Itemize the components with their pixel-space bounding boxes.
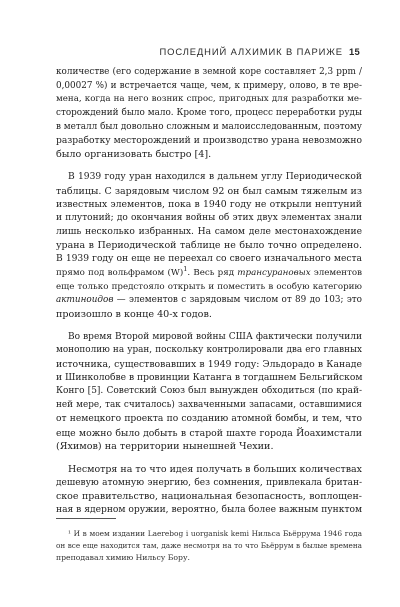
footnote-marker[interactable]: 1 — [183, 264, 188, 273]
paragraph-3 — [56, 331, 362, 454]
text-line: В 1939 году он еще не переехал со своего изначального места — [56, 254, 362, 265]
text-line: и Шинколобве в провинции Катанга в тогдашнем Бельгийском — [56, 372, 363, 383]
text-line: мена, когда на него возник спрос, пригодных для разработки ме- — [56, 94, 362, 105]
text-line: источника, существовавших в 1949 году: Эльдорадо в Канаде — [56, 359, 362, 371]
paragraph-gap — [56, 322, 362, 331]
footnote-line: он все еще находится там, даже несмотря на то что Бьёррум в былые времена — [56, 540, 362, 550]
text-line: дешевую атомную энергию, без сомнения, привлекала британ- — [56, 477, 362, 488]
text-line: Конго [5]. Советский Союз был вынужден обходиться (по край- — [56, 386, 362, 397]
footnote-line: ¹ И в моем издании Laerebog i uorganisk kemi Нильса Бьёррума 1946 года — [68, 529, 362, 538]
text-line: разработку месторождений и производство урана невозможно — [56, 135, 362, 146]
text-line: В 1939 году уран находился в дальнем углу Периодической — [68, 171, 362, 182]
text-line: (Яхимов) на территории нынешней Чехии. — [56, 441, 274, 453]
footnote-line: преподавал химию Нильсу Бору. — [56, 552, 190, 562]
text-line: ское правительство, национальная безопасность, воплощен- — [56, 491, 362, 503]
emphasis-term: трансурановых — [237, 267, 311, 278]
text-line — [56, 264, 363, 281]
page-number: 15 — [348, 46, 360, 57]
text-line: еще только предстояло открыть и поместить в особую категорию — [56, 281, 362, 292]
text-line: ней мере, так считалось) захваченными запасами, оставшимися — [56, 400, 362, 411]
running-header-title: ПОСЛЕДНИЙ АЛХИМИК В ПАРИЖЕ — [159, 46, 343, 57]
text-line: монополию на уран, поскольку контролировали два его главных — [56, 345, 362, 356]
text-line: ная в ядерном оружии, вероятно, была более важным пунктом — [56, 505, 363, 516]
text-line: известных элементов, пока в 1940 году не открыли нептуний — [56, 199, 362, 211]
text-line — [56, 294, 362, 308]
text-line: сторождений было мало. Кроме того, процесс переработки руды — [56, 108, 362, 119]
text-line: было организовать быстро [4]. — [56, 149, 212, 161]
text-segment: — элементов с зарядовым числом от 89 до 103; это — [113, 295, 362, 306]
text-line: лишь несколько избранных. На самом деле местонахождение — [56, 226, 362, 237]
text-line: таблицы. С зарядовым числом 92 он был самым тяжелым из — [56, 185, 362, 197]
paragraph-gap — [56, 454, 362, 463]
paragraph-4 — [56, 463, 362, 518]
paragraph-2 — [56, 171, 362, 322]
text-line: урана в Периодической таблице не было точно определено. — [56, 240, 362, 252]
running-header — [60, 46, 360, 57]
paragraph-1 — [56, 66, 362, 162]
text-segment: прямо под вольфрамом (W) — [56, 267, 184, 278]
paragraph-gap — [56, 162, 362, 171]
text-line: количестве (его содержание в земной коре составляет 2,3 ppm / — [56, 67, 362, 77]
text-line: еще можно было добыть в старой шахте города Йоахимстали — [56, 427, 362, 439]
text-segment: . Весь ряд — [187, 267, 238, 278]
text-segment: элементов — [310, 267, 363, 278]
text-line: Несмотря на то что идея получать в больших количествах — [68, 463, 362, 475]
text-line: 0,00027 %) и встречается чаще, чем, к примеру, олово, в те вре- — [56, 80, 362, 91]
footnote — [56, 528, 362, 563]
footnote-divider — [56, 518, 116, 519]
text-line: Во время Второй мировой войны США фактически получили — [68, 331, 362, 342]
body-text — [56, 66, 362, 518]
text-line: произошло в конце 40-х годов. — [56, 308, 212, 320]
text-line: в металл был довольно сложным и малоисследованным, поэтому — [56, 121, 362, 132]
emphasis-term: актиноидов — [56, 295, 114, 306]
text-line: от немецкого проекта по созданию атомной бомбы, и тем, что — [56, 413, 362, 424]
text-line: и плутоний; до окончания войны об этих двух элементах знали — [56, 213, 362, 224]
